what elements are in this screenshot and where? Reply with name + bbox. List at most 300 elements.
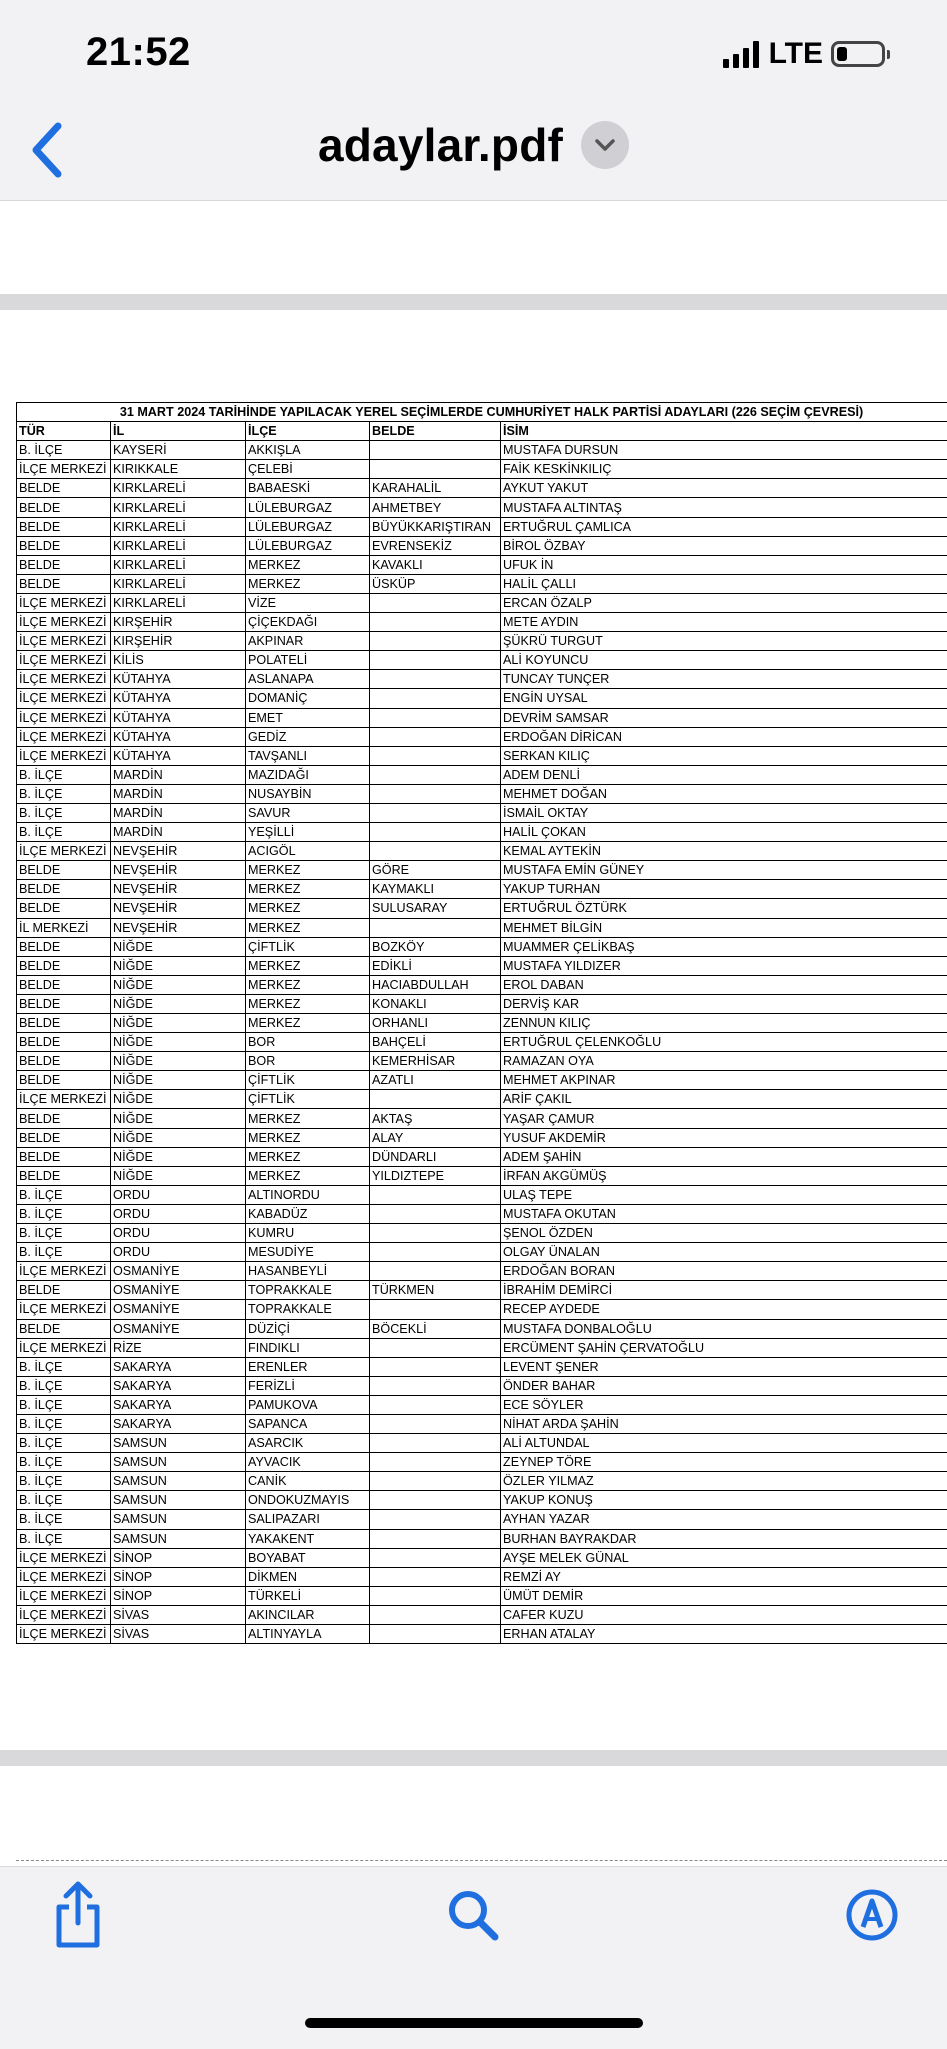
cell-district: ACIGÖL bbox=[246, 842, 370, 861]
cell-province: SAKARYA bbox=[111, 1376, 246, 1395]
cell-town: ORHANLI bbox=[370, 1014, 501, 1033]
cell-town: KARAHALİL bbox=[370, 479, 501, 498]
cell-province: OSMANİYE bbox=[111, 1262, 246, 1281]
cell-district: NUSAYBİN bbox=[246, 784, 370, 803]
cell-type: B. İLÇE bbox=[17, 1224, 111, 1243]
pdf-page[interactable] bbox=[16, 402, 947, 1644]
table-row bbox=[17, 1052, 947, 1071]
cell-town: BAHÇELİ bbox=[370, 1033, 501, 1052]
cell-province: KÜTAHYA bbox=[111, 727, 246, 746]
cell-district: MERKEZ bbox=[246, 555, 370, 574]
search-button[interactable] bbox=[441, 1880, 505, 1950]
cell-town bbox=[370, 765, 501, 784]
table-row bbox=[17, 937, 947, 956]
cell-type: B. İLÇE bbox=[17, 1204, 111, 1223]
cell-town: KONAKLI bbox=[370, 994, 501, 1013]
table-row bbox=[17, 842, 947, 861]
cell-province: SAMSUN bbox=[111, 1491, 246, 1510]
cell-province: KIRKLARELİ bbox=[111, 555, 246, 574]
cell-name: BİROL ÖZBAY bbox=[501, 536, 947, 555]
cell-district: LÜLEBURGAZ bbox=[246, 498, 370, 517]
table-row bbox=[17, 1262, 947, 1281]
cell-type: BELDE bbox=[17, 956, 111, 975]
cell-type: İLÇE MERKEZİ bbox=[17, 842, 111, 861]
cell-province: NEVŞEHİR bbox=[111, 861, 246, 880]
cell-town: EVRENSEKİZ bbox=[370, 536, 501, 555]
cell-name: ÜMÜT DEMİR bbox=[501, 1586, 947, 1605]
cell-name: ERTUĞRUL ÖZTÜRK bbox=[501, 899, 947, 918]
cell-district: DİKMEN bbox=[246, 1567, 370, 1586]
cell-province: NİĞDE bbox=[111, 1147, 246, 1166]
cell-district: ERENLER bbox=[246, 1357, 370, 1376]
cell-name: AYHAN YAZAR bbox=[501, 1510, 947, 1529]
table-row bbox=[17, 1529, 947, 1548]
table-row bbox=[17, 1224, 947, 1243]
cell-name: ADEM DENLİ bbox=[501, 765, 947, 784]
table-row bbox=[17, 899, 947, 918]
cell-town bbox=[370, 1567, 501, 1586]
cell-type: İLÇE MERKEZİ bbox=[17, 727, 111, 746]
cell-district: MERKEZ bbox=[246, 1109, 370, 1128]
cell-name: ŞÜKRÜ TURGUT bbox=[501, 632, 947, 651]
cell-name: MUSTAFA EMİN GÜNEY bbox=[501, 861, 947, 880]
cell-name: İRFAN AKGÜMÜŞ bbox=[501, 1166, 947, 1185]
table-row bbox=[17, 632, 947, 651]
cell-name: ERDOĞAN DİRİCAN bbox=[501, 727, 947, 746]
table-row bbox=[17, 1376, 947, 1395]
cell-town bbox=[370, 689, 501, 708]
cell-district: DÜZİÇİ bbox=[246, 1319, 370, 1338]
cell-type: BELDE bbox=[17, 498, 111, 517]
cell-town bbox=[370, 823, 501, 842]
page-separator bbox=[0, 294, 947, 310]
cell-district: ÇELEBİ bbox=[246, 460, 370, 479]
table-row bbox=[17, 1014, 947, 1033]
cell-name: ENGİN UYSAL bbox=[501, 689, 947, 708]
cell-district: LÜLEBURGAZ bbox=[246, 536, 370, 555]
cell-town bbox=[370, 1090, 501, 1109]
cell-town: KAVAKLI bbox=[370, 555, 501, 574]
cell-type: BELDE bbox=[17, 937, 111, 956]
cell-province: KÜTAHYA bbox=[111, 746, 246, 765]
cell-province: NİĞDE bbox=[111, 975, 246, 994]
cell-province: SAMSUN bbox=[111, 1472, 246, 1491]
cell-province: KIRŞEHİR bbox=[111, 613, 246, 632]
cell-town bbox=[370, 460, 501, 479]
cell-type: B. İLÇE bbox=[17, 441, 111, 460]
cell-province: ORDU bbox=[111, 1204, 246, 1223]
table-row bbox=[17, 555, 947, 574]
cell-name: İSMAİL OKTAY bbox=[501, 803, 947, 822]
table-row bbox=[17, 1090, 947, 1109]
table-row bbox=[17, 536, 947, 555]
cell-town: KEMERHİSAR bbox=[370, 1052, 501, 1071]
cell-name: RAMAZAN OYA bbox=[501, 1052, 947, 1071]
cell-district: LÜLEBURGAZ bbox=[246, 517, 370, 536]
cell-province: KIRIKKALE bbox=[111, 460, 246, 479]
table-row bbox=[17, 613, 947, 632]
table-row bbox=[17, 517, 947, 536]
cell-town bbox=[370, 1625, 501, 1644]
cell-town bbox=[370, 593, 501, 612]
cell-town bbox=[370, 842, 501, 861]
cell-province: SİNOP bbox=[111, 1567, 246, 1586]
cell-province: MARDİN bbox=[111, 823, 246, 842]
markup-button[interactable] bbox=[840, 1880, 904, 1950]
cell-type: İLÇE MERKEZİ bbox=[17, 1548, 111, 1567]
cell-province: SAMSUN bbox=[111, 1529, 246, 1548]
cell-town bbox=[370, 1300, 501, 1319]
cell-district: BABAESKİ bbox=[246, 479, 370, 498]
cell-town bbox=[370, 1185, 501, 1204]
cell-province: NİĞDE bbox=[111, 1166, 246, 1185]
table-row bbox=[17, 727, 947, 746]
cell-district: GEDİZ bbox=[246, 727, 370, 746]
column-header-town: BELDE bbox=[370, 422, 501, 441]
cell-type: B. İLÇE bbox=[17, 1510, 111, 1529]
cell-name: ECE SÖYLER bbox=[501, 1395, 947, 1414]
table-row bbox=[17, 1281, 947, 1300]
cell-province: NİĞDE bbox=[111, 1109, 246, 1128]
cell-type: İLÇE MERKEZİ bbox=[17, 708, 111, 727]
cell-province: KIRŞEHİR bbox=[111, 632, 246, 651]
cell-district: ASLANAPA bbox=[246, 670, 370, 689]
cell-town: KAYMAKLI bbox=[370, 880, 501, 899]
cell-district: AKKIŞLA bbox=[246, 441, 370, 460]
cell-type: İLÇE MERKEZİ bbox=[17, 1586, 111, 1605]
cell-name: ERDOĞAN BORAN bbox=[501, 1262, 947, 1281]
cell-province: SİNOP bbox=[111, 1586, 246, 1605]
cell-town: SULUSARAY bbox=[370, 899, 501, 918]
cell-town bbox=[370, 1224, 501, 1243]
cell-town bbox=[370, 1491, 501, 1510]
cell-town bbox=[370, 441, 501, 460]
cell-province: NİĞDE bbox=[111, 1033, 246, 1052]
cell-town bbox=[370, 1510, 501, 1529]
page-separator bbox=[0, 1750, 947, 1766]
cell-name: ERCÜMENT ŞAHİN ÇERVATOĞLU bbox=[501, 1338, 947, 1357]
cell-type: B. İLÇE bbox=[17, 1491, 111, 1510]
cell-name: YAKUP TURHAN bbox=[501, 880, 947, 899]
table-row bbox=[17, 1338, 947, 1357]
cell-town: BÖCEKLİ bbox=[370, 1319, 501, 1338]
table-row bbox=[17, 1586, 947, 1605]
cell-district: MERKEZ bbox=[246, 956, 370, 975]
cell-province: KIRKLARELİ bbox=[111, 574, 246, 593]
cell-district: ALTINYAYLA bbox=[246, 1625, 370, 1644]
cell-town bbox=[370, 918, 501, 937]
cell-name: ERTUĞRUL ÇELENKOĞLU bbox=[501, 1033, 947, 1052]
cell-name: AYŞE MELEK GÜNAL bbox=[501, 1548, 947, 1567]
cell-district: MERKEZ bbox=[246, 918, 370, 937]
home-indicator[interactable] bbox=[305, 2018, 643, 2028]
cell-district: MERKEZ bbox=[246, 1128, 370, 1147]
cell-town bbox=[370, 1204, 501, 1223]
cell-province: OSMANİYE bbox=[111, 1300, 246, 1319]
cell-province: KÜTAHYA bbox=[111, 689, 246, 708]
cell-type: B. İLÇE bbox=[17, 1395, 111, 1414]
cell-district: ÇİFTLİK bbox=[246, 937, 370, 956]
cell-name: MUSTAFA YILDIZER bbox=[501, 956, 947, 975]
top-bar bbox=[0, 0, 947, 201]
cell-name: ÖNDER BAHAR bbox=[501, 1376, 947, 1395]
table-row bbox=[17, 1625, 947, 1644]
document-title[interactable]: adaylar.pdf bbox=[318, 118, 563, 172]
cell-town bbox=[370, 1262, 501, 1281]
cell-province: KIRKLARELİ bbox=[111, 498, 246, 517]
cell-province: NİĞDE bbox=[111, 1014, 246, 1033]
cell-type: İLÇE MERKEZİ bbox=[17, 670, 111, 689]
cell-type: B. İLÇE bbox=[17, 784, 111, 803]
table-row bbox=[17, 918, 947, 937]
table-row bbox=[17, 1472, 947, 1491]
cell-province: SAMSUN bbox=[111, 1453, 246, 1472]
cell-district: KABADÜZ bbox=[246, 1204, 370, 1223]
cell-name: MEHMET AKPINAR bbox=[501, 1071, 947, 1090]
cell-town: AHMETBEY bbox=[370, 498, 501, 517]
cell-type: B. İLÇE bbox=[17, 1414, 111, 1433]
cell-district: PAMUKOVA bbox=[246, 1395, 370, 1414]
cell-name: ARİF ÇAKIL bbox=[501, 1090, 947, 1109]
cell-type: BELDE bbox=[17, 536, 111, 555]
cell-name: SERKAN KILIÇ bbox=[501, 746, 947, 765]
cell-town bbox=[370, 1453, 501, 1472]
cell-district: MESUDİYE bbox=[246, 1243, 370, 1262]
table-row bbox=[17, 1453, 947, 1472]
cell-type: B. İLÇE bbox=[17, 765, 111, 784]
cell-name: ERCAN ÖZALP bbox=[501, 593, 947, 612]
cell-district: SAPANCA bbox=[246, 1414, 370, 1433]
cell-district: SALIPAZARI bbox=[246, 1510, 370, 1529]
cell-type: İLÇE MERKEZİ bbox=[17, 613, 111, 632]
table-row bbox=[17, 803, 947, 822]
cell-province: ORDU bbox=[111, 1243, 246, 1262]
cell-province: NİĞDE bbox=[111, 956, 246, 975]
table-row bbox=[17, 784, 947, 803]
cell-district: MERKEZ bbox=[246, 994, 370, 1013]
cell-district: FINDIKLI bbox=[246, 1338, 370, 1357]
cell-type: B. İLÇE bbox=[17, 1243, 111, 1262]
cell-name: EROL DABAN bbox=[501, 975, 947, 994]
cell-district: MERKEZ bbox=[246, 861, 370, 880]
cell-province: NİĞDE bbox=[111, 937, 246, 956]
cell-town: TÜRKMEN bbox=[370, 1281, 501, 1300]
table-row bbox=[17, 1185, 947, 1204]
table-row bbox=[17, 708, 947, 727]
cell-province: KÜTAHYA bbox=[111, 670, 246, 689]
cell-name: DEVRİM SAMSAR bbox=[501, 708, 947, 727]
table-row bbox=[17, 1071, 947, 1090]
title-menu-button[interactable] bbox=[581, 121, 629, 169]
table-row bbox=[17, 574, 947, 593]
cell-town bbox=[370, 708, 501, 727]
cell-name: ZEYNEP TÖRE bbox=[501, 1453, 947, 1472]
table-row bbox=[17, 1491, 947, 1510]
cell-province: SAMSUN bbox=[111, 1434, 246, 1453]
table-row bbox=[17, 651, 947, 670]
share-button[interactable] bbox=[46, 1880, 110, 1950]
cell-district: MERKEZ bbox=[246, 880, 370, 899]
cell-name: MEHMET BİLGİN bbox=[501, 918, 947, 937]
cell-name: MUSTAFA OKUTAN bbox=[501, 1204, 947, 1223]
cell-town bbox=[370, 746, 501, 765]
table-row bbox=[17, 1033, 947, 1052]
cell-type: BELDE bbox=[17, 574, 111, 593]
cell-district: CANİK bbox=[246, 1472, 370, 1491]
cell-district: POLATELİ bbox=[246, 651, 370, 670]
cell-province: SAMSUN bbox=[111, 1510, 246, 1529]
table-row bbox=[17, 880, 947, 899]
cell-town bbox=[370, 1395, 501, 1414]
table-row bbox=[17, 994, 947, 1013]
cell-name: YAŞAR ÇAMUR bbox=[501, 1109, 947, 1128]
cell-province: KÜTAHYA bbox=[111, 708, 246, 727]
table-heading: 31 MART 2024 TARİHİNDE YAPILACAK YEREL SEÇİMLERDE CUMHURİYET HALK PARTİSİ ADAYLARI (226 SEÇİM ÇEVRESİ) bbox=[17, 403, 947, 422]
table-row bbox=[17, 1357, 947, 1376]
cell-town: BOZKÖY bbox=[370, 937, 501, 956]
title-area bbox=[0, 118, 947, 172]
cell-town: ALAY bbox=[370, 1128, 501, 1147]
cell-name: OLGAY ÜNALAN bbox=[501, 1243, 947, 1262]
cell-type: İLÇE MERKEZİ bbox=[17, 1262, 111, 1281]
status-indicators bbox=[723, 36, 885, 72]
table-row bbox=[17, 1147, 947, 1166]
cell-district: FERİZLİ bbox=[246, 1376, 370, 1395]
cell-name: MUSTAFA DONBALOĞLU bbox=[501, 1319, 947, 1338]
cell-name: ÖZLER YILMAZ bbox=[501, 1472, 947, 1491]
cell-province: OSMANİYE bbox=[111, 1319, 246, 1338]
cell-type: BELDE bbox=[17, 479, 111, 498]
cell-type: İLÇE MERKEZİ bbox=[17, 651, 111, 670]
cell-type: BELDE bbox=[17, 1014, 111, 1033]
cell-province: NİĞDE bbox=[111, 1052, 246, 1071]
cell-name: ZENNUN KILIÇ bbox=[501, 1014, 947, 1033]
cell-district: TOPRAKKALE bbox=[246, 1281, 370, 1300]
table-row bbox=[17, 1128, 947, 1147]
table-row bbox=[17, 823, 947, 842]
table-row bbox=[17, 593, 947, 612]
cell-town: AZATLI bbox=[370, 1071, 501, 1090]
cell-type: İLÇE MERKEZİ bbox=[17, 689, 111, 708]
search-icon bbox=[445, 1887, 501, 1943]
cell-town: ÜSKÜP bbox=[370, 574, 501, 593]
cell-town bbox=[370, 632, 501, 651]
cell-district: VİZE bbox=[246, 593, 370, 612]
cell-town bbox=[370, 1472, 501, 1491]
cell-district: MAZIDAĞI bbox=[246, 765, 370, 784]
table-row bbox=[17, 1243, 947, 1262]
cell-name: AYKUT YAKUT bbox=[501, 479, 947, 498]
cell-type: B. İLÇE bbox=[17, 1529, 111, 1548]
cell-district: ÇİFTLİK bbox=[246, 1090, 370, 1109]
cell-type: B. İLÇE bbox=[17, 823, 111, 842]
cell-province: RİZE bbox=[111, 1338, 246, 1357]
cell-name: MUAMMER ÇELİKBAŞ bbox=[501, 937, 947, 956]
cell-district: BOYABAT bbox=[246, 1548, 370, 1567]
status-time: 21:52 bbox=[86, 30, 191, 75]
cell-type: İLÇE MERKEZİ bbox=[17, 1567, 111, 1586]
cell-type: İLÇE MERKEZİ bbox=[17, 746, 111, 765]
chevron-down-icon bbox=[594, 138, 616, 152]
cell-province: NİĞDE bbox=[111, 1071, 246, 1090]
cell-province: KIRKLARELİ bbox=[111, 517, 246, 536]
cell-name: ULAŞ TEPE bbox=[501, 1185, 947, 1204]
cell-town bbox=[370, 1605, 501, 1624]
cell-name: TUNCAY TUNÇER bbox=[501, 670, 947, 689]
signal-icon bbox=[723, 40, 759, 68]
table-row bbox=[17, 1548, 947, 1567]
cell-province: NİĞDE bbox=[111, 1090, 246, 1109]
table-row bbox=[17, 441, 947, 460]
cell-type: BELDE bbox=[17, 1033, 111, 1052]
cell-province: SİNOP bbox=[111, 1548, 246, 1567]
cell-name: UFUK İN bbox=[501, 555, 947, 574]
table-row bbox=[17, 460, 947, 479]
table-row bbox=[17, 1434, 947, 1453]
cell-district: SAVUR bbox=[246, 803, 370, 822]
battery-icon bbox=[831, 41, 885, 67]
cell-town bbox=[370, 1376, 501, 1395]
cell-name: REMZİ AY bbox=[501, 1567, 947, 1586]
cell-province: KİLİS bbox=[111, 651, 246, 670]
cell-type: İLÇE MERKEZİ bbox=[17, 1338, 111, 1357]
cell-district: EMET bbox=[246, 708, 370, 727]
cell-type: BELDE bbox=[17, 1128, 111, 1147]
cell-type: BELDE bbox=[17, 555, 111, 574]
cell-town: HACIABDULLAH bbox=[370, 975, 501, 994]
cell-province: MARDİN bbox=[111, 765, 246, 784]
cell-name: ALİ ALTUNDAL bbox=[501, 1434, 947, 1453]
table-row bbox=[17, 1567, 947, 1586]
cell-province: NİĞDE bbox=[111, 1128, 246, 1147]
column-header-name: İSİM bbox=[501, 422, 947, 441]
cell-type: BELDE bbox=[17, 1052, 111, 1071]
cell-district: MERKEZ bbox=[246, 1166, 370, 1185]
cell-type: BELDE bbox=[17, 1319, 111, 1338]
cell-district: MERKEZ bbox=[246, 1147, 370, 1166]
candidates-table bbox=[16, 402, 947, 1644]
cell-type: BELDE bbox=[17, 517, 111, 536]
cell-type: B. İLÇE bbox=[17, 1185, 111, 1204]
cell-province: MARDİN bbox=[111, 784, 246, 803]
cell-name: ERTUĞRUL ÇAMLICA bbox=[501, 517, 947, 536]
cell-district: AYVACIK bbox=[246, 1453, 370, 1472]
cell-province: SİVAS bbox=[111, 1625, 246, 1644]
cell-name: MUSTAFA DURSUN bbox=[501, 441, 947, 460]
cell-province: KAYSERİ bbox=[111, 441, 246, 460]
cell-province: NEVŞEHİR bbox=[111, 842, 246, 861]
cell-type: BELDE bbox=[17, 880, 111, 899]
table-row bbox=[17, 689, 947, 708]
cell-name: ALİ KOYUNCU bbox=[501, 651, 947, 670]
cell-district: ALTINORDU bbox=[246, 1185, 370, 1204]
cell-name: YAKUP KONUŞ bbox=[501, 1491, 947, 1510]
column-header-province: İL bbox=[111, 422, 246, 441]
cell-type: BELDE bbox=[17, 1147, 111, 1166]
cell-type: BELDE bbox=[17, 1109, 111, 1128]
cell-name: BURHAN BAYRAKDAR bbox=[501, 1529, 947, 1548]
cell-district: MERKEZ bbox=[246, 1014, 370, 1033]
table-row bbox=[17, 1510, 947, 1529]
cell-name: KEMAL AYTEKİN bbox=[501, 842, 947, 861]
cell-name: NİHAT ARDA ŞAHİN bbox=[501, 1414, 947, 1433]
cell-province: NİĞDE bbox=[111, 994, 246, 1013]
cell-town: EDİKLİ bbox=[370, 956, 501, 975]
table-row bbox=[17, 765, 947, 784]
cell-town bbox=[370, 1243, 501, 1262]
network-label: LTE bbox=[769, 37, 823, 71]
table-body bbox=[17, 441, 947, 1644]
